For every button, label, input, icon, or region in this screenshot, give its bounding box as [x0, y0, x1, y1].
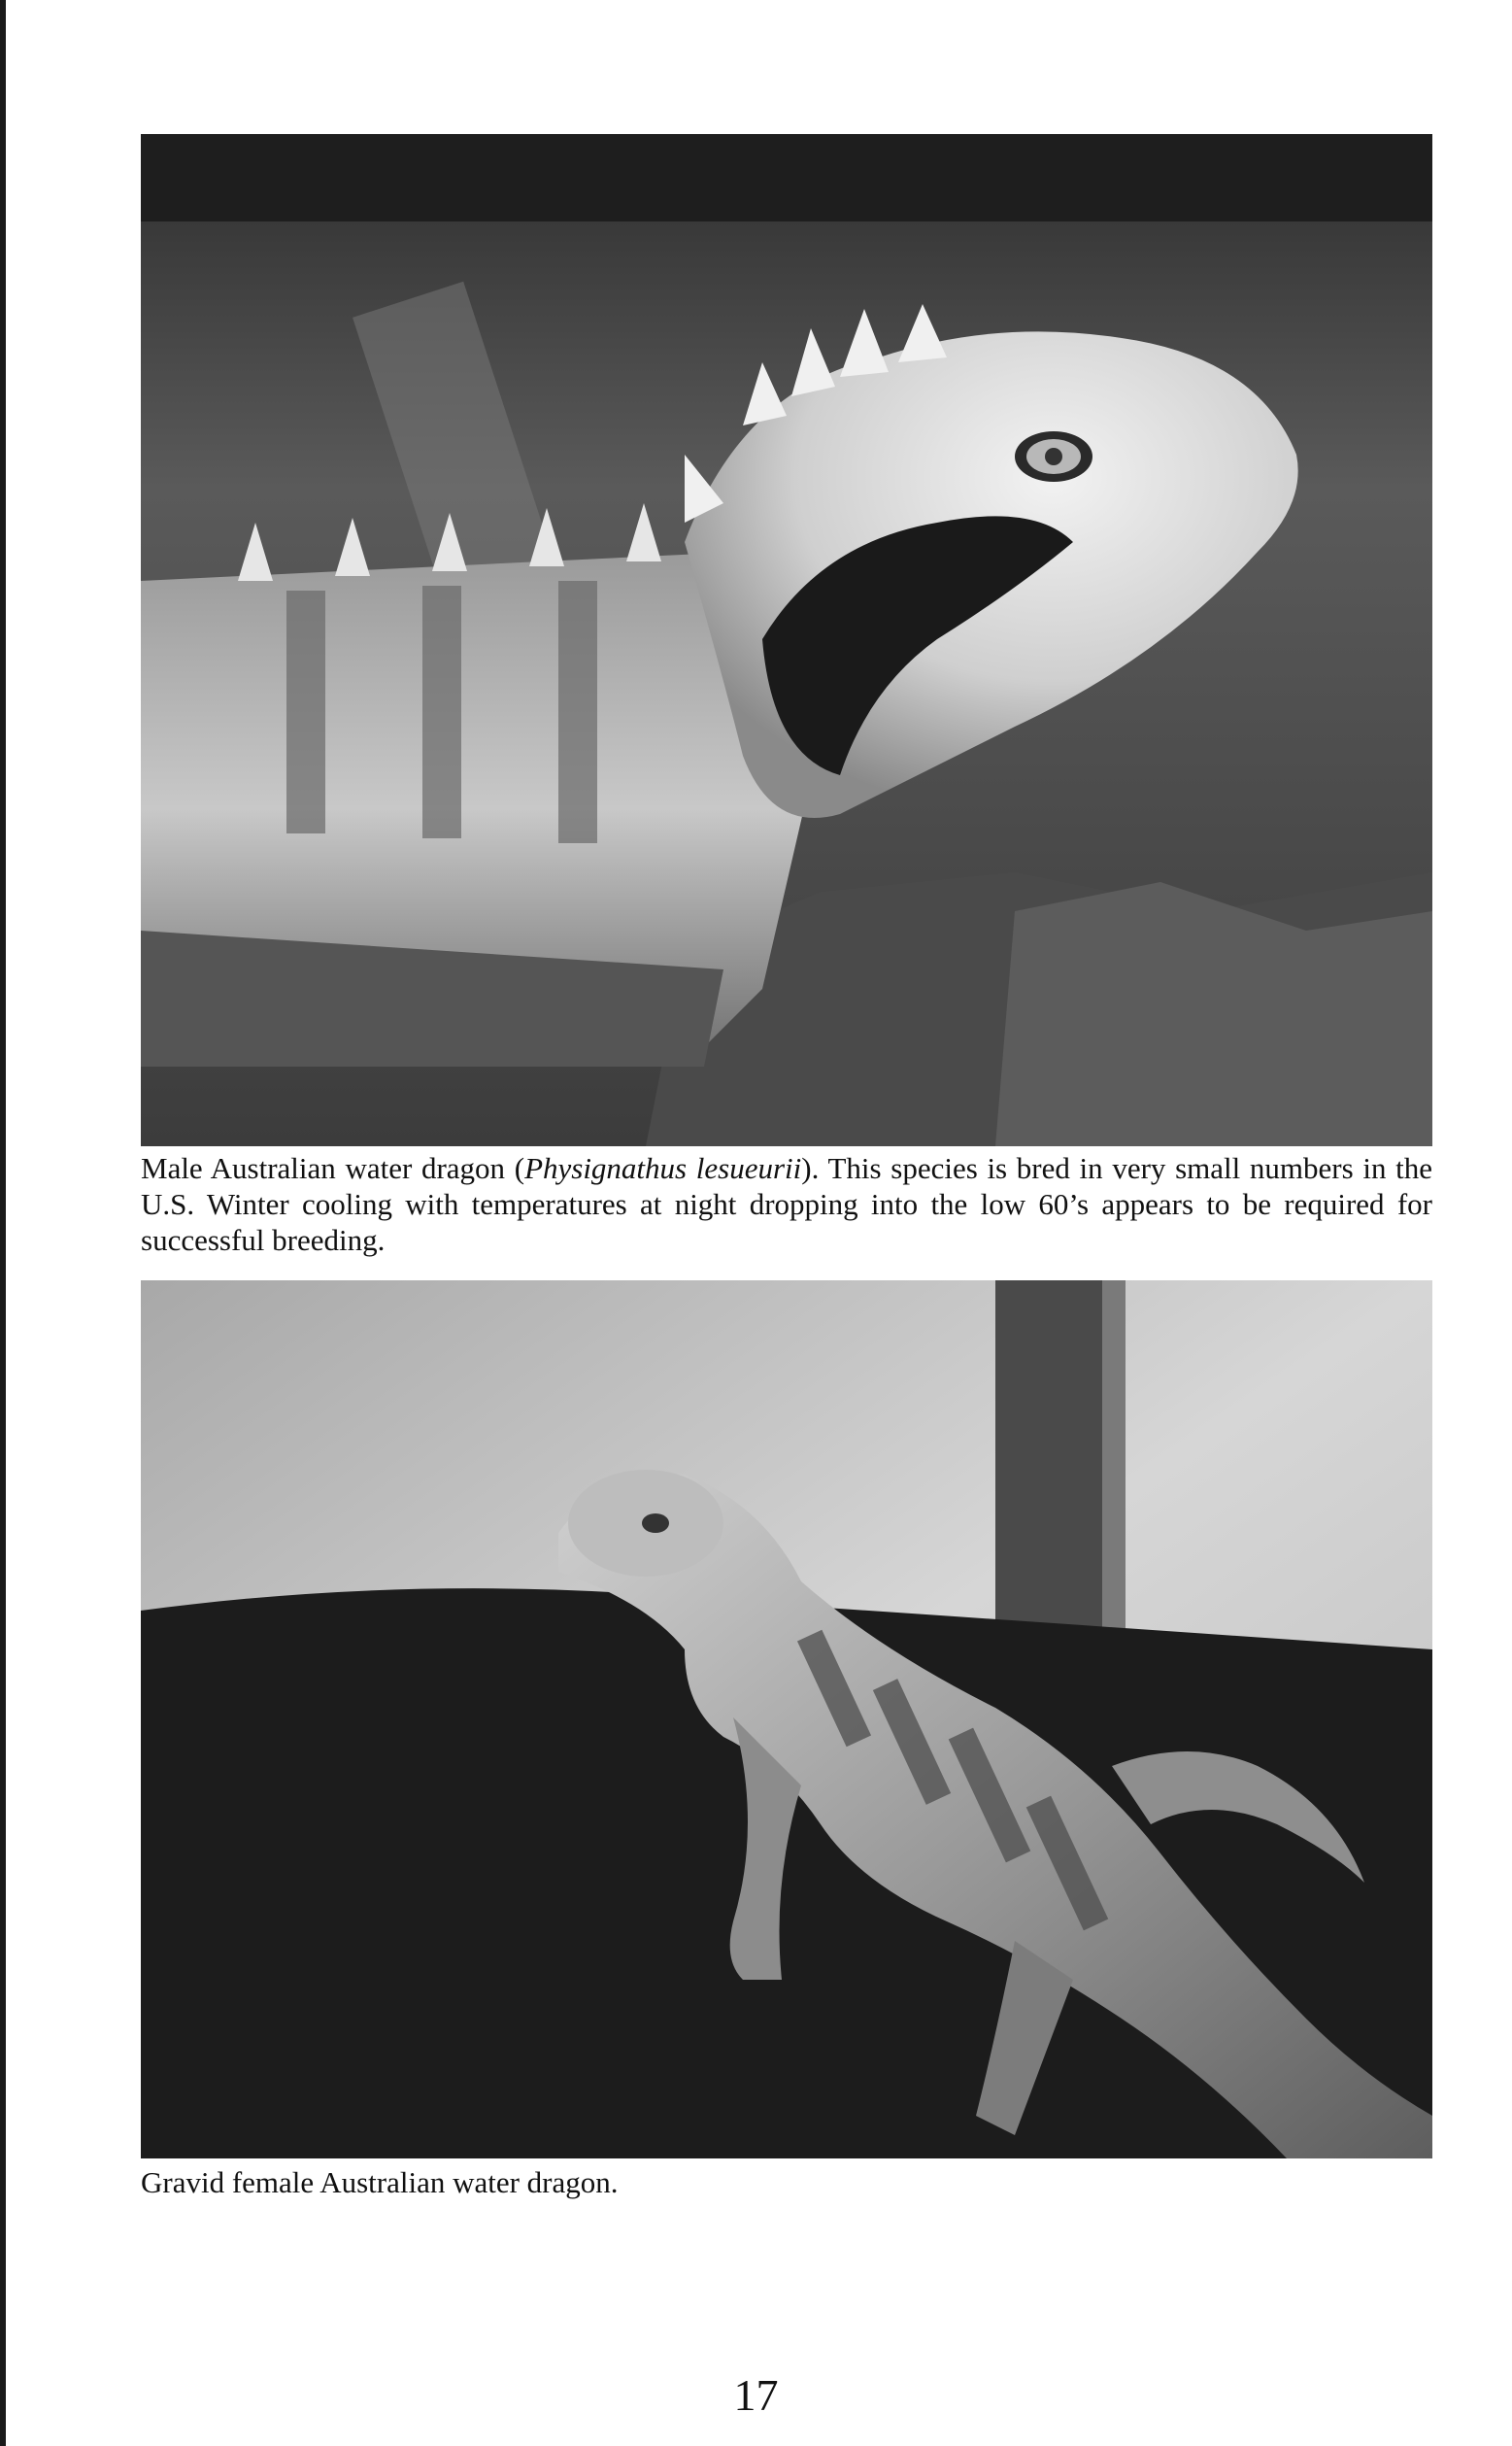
photo-male-water-dragon [141, 134, 1432, 1146]
male-water-dragon-image [141, 134, 1432, 1146]
caption-gravid-female-water-dragon: Gravid female Australian water dragon. [141, 2165, 619, 2199]
page-edge [0, 0, 6, 2446]
caption-top-part2: ). This species is bred in very small numbers in the U.S. Winter cooling with temperatures at night dropping into the low 60’s appears to be required for successful breeding. [141, 1151, 1432, 1257]
gravid-female-water-dragon-image [141, 1280, 1432, 2158]
caption-male-water-dragon [141, 1150, 1432, 1258]
caption-top-species-name: Physignathus lesueurii [524, 1151, 802, 1185]
caption-top-part1: Male Australian water dragon ( [141, 1151, 525, 1185]
page-number: 17 [733, 2370, 779, 2420]
photo-gravid-female-water-dragon [141, 1280, 1432, 2158]
